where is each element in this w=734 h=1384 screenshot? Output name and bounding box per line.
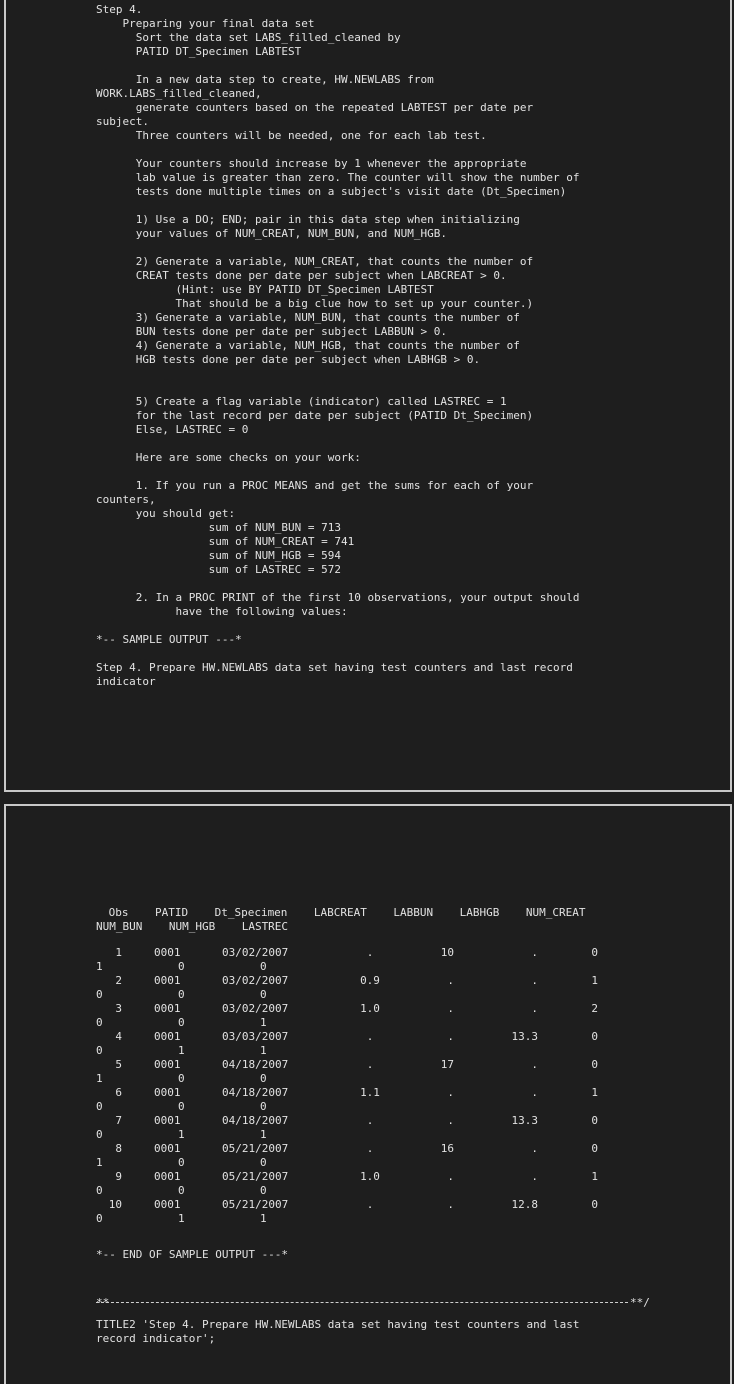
cell-date: 05/21/2007 — [222, 1170, 289, 1183]
cell-labcreat: 1.0 — [360, 1170, 380, 1183]
doc-line: tests done multiple times on a subject's visit date (Dt_Specimen) — [96, 185, 567, 198]
cell-num_hgb: 0 — [178, 1184, 185, 1197]
cell-lastrec: 0 — [260, 960, 267, 973]
cell-labbun: . — [447, 1170, 454, 1183]
cell-num_hgb: 0 — [178, 1016, 185, 1029]
doc-line: Three counters will be needed, one for each lab test. — [96, 129, 487, 142]
doc-line: That should be a big clue how to set up your counter.) — [96, 297, 534, 310]
table-header-line-2: NUM_BUN NUM_HGB LASTREC — [96, 920, 289, 933]
cell-num_hgb: 1 — [178, 1128, 185, 1141]
cell-num_bun: 0 — [96, 988, 103, 1001]
cell-num_hgb: 1 — [178, 1044, 185, 1057]
cell-num_hgb: 0 — [178, 988, 185, 1001]
cell-num_bun: 1 — [96, 1072, 103, 1085]
doc-line: Else, LASTREC = 0 — [96, 423, 249, 436]
doc-line: sum of LASTREC = 572 — [96, 563, 342, 576]
cell-labcreat: . — [366, 1198, 374, 1211]
doc-line: 5) Create a flag variable (indicator) called LASTREC = 1 — [96, 395, 507, 408]
cell-date: 05/21/2007 — [222, 1198, 289, 1211]
doc-line: you should get: — [96, 507, 236, 520]
title2-line-1: TITLE2 'Step 4. Prepare HW.NEWLABS data set having test counters and last — [96, 1318, 580, 1331]
doc-line: subject. — [96, 115, 149, 128]
cell-labhgb: 13.3 — [511, 1030, 538, 1043]
cell-obs: 9 — [115, 1170, 122, 1183]
doc-line: BUN tests done per date per subject LABBUN > 0. — [96, 325, 447, 338]
cell-lastrec: 0 — [260, 1184, 267, 1197]
cell-labbun: . — [447, 1086, 454, 1099]
cell-obs: 6 — [115, 1086, 122, 1099]
doc-line: Sort the data set LABS_filled_cleaned by — [96, 31, 401, 44]
cell-num_bun: 0 — [96, 1184, 103, 1197]
cell-num_creat: 1 — [591, 1170, 598, 1183]
doc-line: 2) Generate a variable, NUM_CREAT, that counts the number of — [96, 255, 534, 268]
cell-lastrec: 0 — [260, 988, 267, 1001]
cell-labbun: . — [447, 1198, 454, 1211]
cell-lastrec: 1 — [260, 1212, 267, 1225]
doc-line: counters, — [96, 493, 156, 506]
separator-line — [96, 1302, 628, 1303]
cell-labhgb: 12.8 — [511, 1198, 538, 1211]
cell-labbun: 10 — [440, 946, 454, 959]
doc-line: Step 4. — [96, 3, 143, 16]
cell-obs: 1 — [115, 946, 122, 959]
cell-labhgb: . — [531, 1002, 538, 1015]
cell-num_hgb: 1 — [178, 1212, 185, 1225]
cell-num_bun: 0 — [96, 1212, 103, 1225]
cell-num_hgb: 0 — [178, 1100, 185, 1113]
cell-num_creat: 0 — [591, 946, 598, 959]
instructions-panel — [4, 0, 732, 792]
cell-labbun: . — [447, 974, 454, 987]
cell-labbun: 16 — [440, 1142, 454, 1155]
cell-obs: 8 — [115, 1142, 122, 1155]
cell-num_hgb: 0 — [178, 1072, 185, 1085]
cell-num_bun: 1 — [96, 1156, 103, 1169]
cell-obs: 10 — [108, 1198, 122, 1211]
cell-patid: 0001 — [154, 1002, 181, 1015]
doc-line: Here are some checks on your work: — [96, 451, 361, 464]
cell-labhgb: . — [531, 1058, 538, 1071]
doc-line: CREAT tests done per date per subject when LABCREAT > 0. — [96, 269, 507, 282]
cell-lastrec: 0 — [260, 1156, 267, 1169]
doc-line: indicator — [96, 675, 156, 688]
cell-num_creat: 2 — [591, 1002, 598, 1015]
sample-output-panel — [4, 804, 732, 1384]
cell-labcreat: 0.9 — [360, 974, 380, 987]
cell-labhgb: . — [531, 974, 538, 987]
doc-line: lab value is greater than zero. The counter will show the number of — [96, 171, 580, 184]
cell-labcreat: . — [366, 1142, 374, 1155]
cell-lastrec: 1 — [260, 1128, 267, 1141]
cell-date: 04/18/2007 — [222, 1114, 289, 1127]
cell-patid: 0001 — [154, 1170, 181, 1183]
title2-line-2: record indicator'; — [96, 1332, 216, 1345]
cell-lastrec: 1 — [260, 1044, 267, 1057]
cell-labcreat: 1.0 — [360, 1002, 380, 1015]
cell-obs: 7 — [115, 1114, 122, 1127]
doc-line: 1) Use a DO; END; pair in this data step when initializing — [96, 213, 520, 226]
cell-num_creat: 0 — [591, 1058, 598, 1071]
separator-end: **/ — [630, 1296, 650, 1309]
doc-line: In a new data step to create, HW.NEWLABS from — [96, 73, 434, 86]
cell-num_bun: 0 — [96, 1128, 103, 1141]
cell-patid: 0001 — [154, 1114, 181, 1127]
cell-patid: 0001 — [154, 1198, 181, 1211]
doc-line: HGB tests done per date per subject when LABHGB > 0. — [96, 353, 481, 366]
cell-num_hgb: 0 — [178, 960, 185, 973]
doc-line: Step 4. Prepare HW.NEWLABS data set having test counters and last record — [96, 661, 573, 674]
doc-line: your values of NUM_CREAT, NUM_BUN, and NUM_HGB. — [96, 227, 447, 240]
end-sample-label: *-- END OF SAMPLE OUTPUT ---* — [96, 1248, 289, 1261]
doc-line: WORK.LABS_filled_cleaned, — [96, 87, 262, 100]
cell-labcreat: . — [366, 946, 374, 959]
cell-lastrec: 0 — [260, 1072, 267, 1085]
doc-line: PATID DT_Specimen LABTEST — [96, 45, 302, 58]
cell-date: 03/02/2007 — [222, 1002, 289, 1015]
cell-patid: 0001 — [154, 1030, 181, 1043]
table-header-line-1: Obs PATID Dt_Specimen LABCREAT LABBUN LABHGB NUM_CREAT — [102, 906, 586, 919]
cell-labcreat: . — [366, 1030, 374, 1043]
cell-obs: 5 — [115, 1058, 122, 1071]
cell-labhgb: 13.3 — [511, 1114, 538, 1127]
doc-line: 3) Generate a variable, NUM_BUN, that counts the number of — [96, 311, 520, 324]
doc-line: Your counters should increase by 1 whenever the appropriate — [96, 157, 527, 170]
cell-num_bun: 0 — [96, 1016, 103, 1029]
cell-date: 03/03/2007 — [222, 1030, 289, 1043]
separator-start: ** — [96, 1296, 110, 1309]
doc-line: (Hint: use BY PATID DT_Specimen LABTEST — [96, 283, 434, 296]
cell-num_creat: 0 — [591, 1030, 598, 1043]
cell-labhgb: . — [531, 946, 538, 959]
doc-line: for the last record per date per subject (PATID Dt_Specimen) — [96, 409, 534, 422]
doc-line: 1. If you run a PROC MEANS and get the sums for each of your — [96, 479, 534, 492]
cell-patid: 0001 — [154, 1086, 181, 1099]
cell-labhgb: . — [531, 1170, 538, 1183]
cell-num_bun: 1 — [96, 960, 103, 973]
cell-labcreat: . — [366, 1058, 374, 1071]
cell-labbun: . — [447, 1002, 454, 1015]
cell-num_bun: 0 — [96, 1100, 103, 1113]
cell-patid: 0001 — [154, 946, 181, 959]
cell-lastrec: 0 — [260, 1100, 267, 1113]
cell-date: 03/02/2007 — [222, 946, 289, 959]
cell-labbun: 17 — [440, 1058, 454, 1071]
doc-line: Preparing your final data set — [96, 17, 315, 30]
cell-date: 04/18/2007 — [222, 1086, 289, 1099]
cell-num_creat: 0 — [591, 1114, 598, 1127]
doc-line: 2. In a PROC PRINT of the first 10 observations, your output should — [96, 591, 580, 604]
doc-line: generate counters based on the repeated LABTEST per date per — [96, 101, 534, 114]
cell-date: 04/18/2007 — [222, 1058, 289, 1071]
cell-date: 05/21/2007 — [222, 1142, 289, 1155]
cell-labbun: . — [447, 1114, 454, 1127]
cell-labcreat: . — [366, 1114, 374, 1127]
cell-num_creat: 0 — [591, 1142, 598, 1155]
doc-line: 4) Generate a variable, NUM_HGB, that counts the number of — [96, 339, 520, 352]
cell-obs: 3 — [115, 1002, 122, 1015]
cell-num_creat: 0 — [591, 1198, 598, 1211]
cell-patid: 0001 — [154, 1058, 181, 1071]
cell-labbun: . — [447, 1030, 454, 1043]
cell-labcreat: 1.1 — [360, 1086, 380, 1099]
doc-line: have the following values: — [96, 605, 348, 618]
cell-labhgb: . — [531, 1142, 538, 1155]
cell-patid: 0001 — [154, 974, 181, 987]
cell-num_hgb: 0 — [178, 1156, 185, 1169]
doc-line: sum of NUM_HGB = 594 — [96, 549, 342, 562]
cell-num_bun: 0 — [96, 1044, 103, 1057]
cell-obs: 4 — [115, 1030, 122, 1043]
cell-patid: 0001 — [154, 1142, 181, 1155]
cell-date: 03/02/2007 — [222, 974, 289, 987]
doc-line: *-- SAMPLE OUTPUT ---* — [96, 633, 242, 646]
cell-obs: 2 — [115, 974, 122, 987]
cell-lastrec: 1 — [260, 1016, 267, 1029]
cell-labhgb: . — [531, 1086, 538, 1099]
cell-num_creat: 1 — [591, 974, 598, 987]
doc-line: sum of NUM_BUN = 713 — [96, 521, 342, 534]
doc-line: sum of NUM_CREAT = 741 — [96, 535, 355, 548]
cell-num_creat: 1 — [591, 1086, 598, 1099]
